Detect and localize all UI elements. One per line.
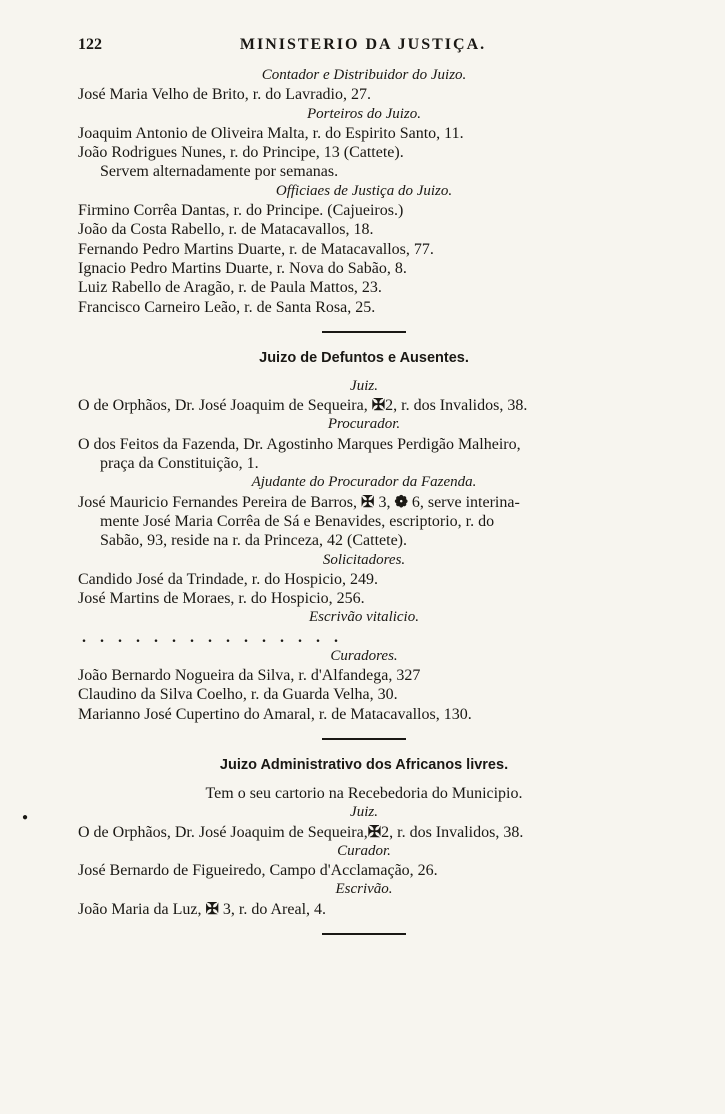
entry-official: Luiz Rabello de Aragão, r. de Paula Mattos, 23.	[78, 279, 382, 297]
entry-ajudante-grade: 3,	[378, 493, 391, 511]
page-body	[78, 66, 650, 935]
order-cross-icon: ✠	[361, 493, 375, 511]
entry-official: Fernando Pedro Martins Duarte, r. de Matacavallos, 77.	[78, 240, 434, 258]
entry-official: João da Costa Rabello, r. de Matacavallos, 18.	[78, 221, 374, 239]
entry-juiz-address: 2, r. dos Invalidos, 38.	[385, 397, 528, 415]
entry-procurador: O dos Feitos da Fazenda, Dr. Agostinho Marques Perdigão Malheiro,	[78, 435, 521, 453]
vacant-dots: ...............	[82, 628, 352, 646]
entry-curador-2: Claudino da Silva Coelho, r. da Guarda Velha, 30.	[78, 686, 398, 704]
subheading-escrivao-vitalicio: Escrivão vitalicio.	[309, 609, 419, 626]
entry-curador: José Bernardo de Figueiredo, Campo d'Acclamação, 26.	[78, 862, 438, 880]
entry-porteiro-2: João Rodrigues Nunes, r. do Principe, 13 (Cattete).	[78, 144, 404, 162]
entry-ajudante-cont: mente José Maria Corrêa de Sá e Benavides, escriptorio, r. do	[100, 512, 495, 530]
entry-escrivao-address: 3, r. do Areal, 4.	[222, 900, 327, 918]
entry-solicitador-2: José Martins de Moraes, r. do Hospicio, 256.	[78, 590, 365, 608]
entry-juiz-address: 2, r. dos Invalidos, 38.	[381, 823, 524, 841]
subheading-porteiros: Porteiros do Juizo.	[306, 105, 422, 122]
subheading-procurador: Procurador.	[327, 416, 401, 433]
entry-solicitador-1: Candido José da Trindade, r. do Hospicio, 249.	[78, 570, 378, 588]
entry-ajudante-cont: Sabão, 93, reside na r. da Princeza, 42 (Cattete).	[100, 532, 407, 550]
margin-mark-icon: ●	[22, 812, 29, 823]
entry-official: Ignacio Pedro Martins Duarte, r. Nova do Sabão, 8.	[78, 259, 407, 277]
entry-juiz-text: O de Orphãos, Dr. José Joaquim de Sequeira,	[78, 397, 368, 415]
entry-juiz	[78, 396, 650, 415]
porteiros-note: Servem alternadamente por semanas.	[100, 163, 339, 181]
entry-procurador-cont: praça da Constituição, 1.	[100, 455, 259, 473]
entry-ajudante-tail: 6, serve interina-	[411, 493, 520, 511]
entry-juiz-text: O de Orphãos, Dr. José Joaquim de Sequeira,	[78, 823, 368, 841]
entry-escrivao-text: João Maria da Luz,	[78, 900, 202, 918]
entry-porteiro-1: Joaquim Antonio de Oliveira Malta, r. do Espirito Santo, 11.	[78, 124, 464, 142]
order-medal-icon: ❁	[394, 493, 408, 511]
entry-official: Firmino Corrêa Dantas, r. do Principe. (Cajueiros.)	[78, 202, 404, 220]
entry-curador-1: João Bernardo Nogueira da Silva, r. d'Alfandega, 327	[78, 667, 421, 685]
entry-escrivao	[78, 900, 650, 919]
subheading-curadores: Curadores.	[330, 647, 398, 664]
subheading-contador: Contador e Distribuidor do Juizo.	[261, 67, 467, 83]
subheading-ajudante: Ajudante do Procurador da Fazenda.	[251, 474, 477, 491]
subheading-solicitadores: Solicitadores.	[322, 551, 406, 568]
subheading-officiaes: Officiaes de Justiça do Juizo.	[275, 182, 453, 199]
subheading-curador: Curador.	[337, 842, 391, 859]
section-divider	[322, 933, 406, 935]
running-title: MINISTERIO DA JUSTIÇA.	[239, 36, 487, 53]
section-heading-africanos: Juizo Administrativo dos Africanos livres.	[219, 756, 509, 773]
cartorio-note: Tem o seu cartorio na Recebedoria do Municipio.	[205, 784, 523, 802]
subheading-escrivao: Escrivão.	[335, 881, 393, 898]
order-cross-icon: ✠	[205, 900, 219, 918]
entry-ajudante	[78, 493, 650, 512]
section-heading-defuntos: Juizo de Defuntos e Ausentes.	[259, 349, 469, 366]
entry-ajudante-text: José Mauricio Fernandes Pereira de Barros,	[78, 493, 358, 511]
entry-juiz	[78, 823, 650, 842]
page-number: 122	[78, 36, 102, 53]
entry-contador: José Maria Velho de Brito, r. do Lavradio, 27.	[78, 86, 371, 104]
entry-curador-3: Marianno José Cupertino do Amaral, r. de Matacavallos, 130.	[78, 705, 472, 723]
entry-official: Francisco Carneiro Leão, r. de Santa Rosa, 25.	[78, 298, 376, 316]
page-header	[78, 36, 648, 60]
order-cross-icon: ✠	[367, 823, 382, 841]
subheading-juiz: Juiz.	[350, 377, 378, 394]
order-cross-icon: ✠	[371, 397, 386, 415]
subheading-juiz: Juiz.	[350, 804, 378, 821]
